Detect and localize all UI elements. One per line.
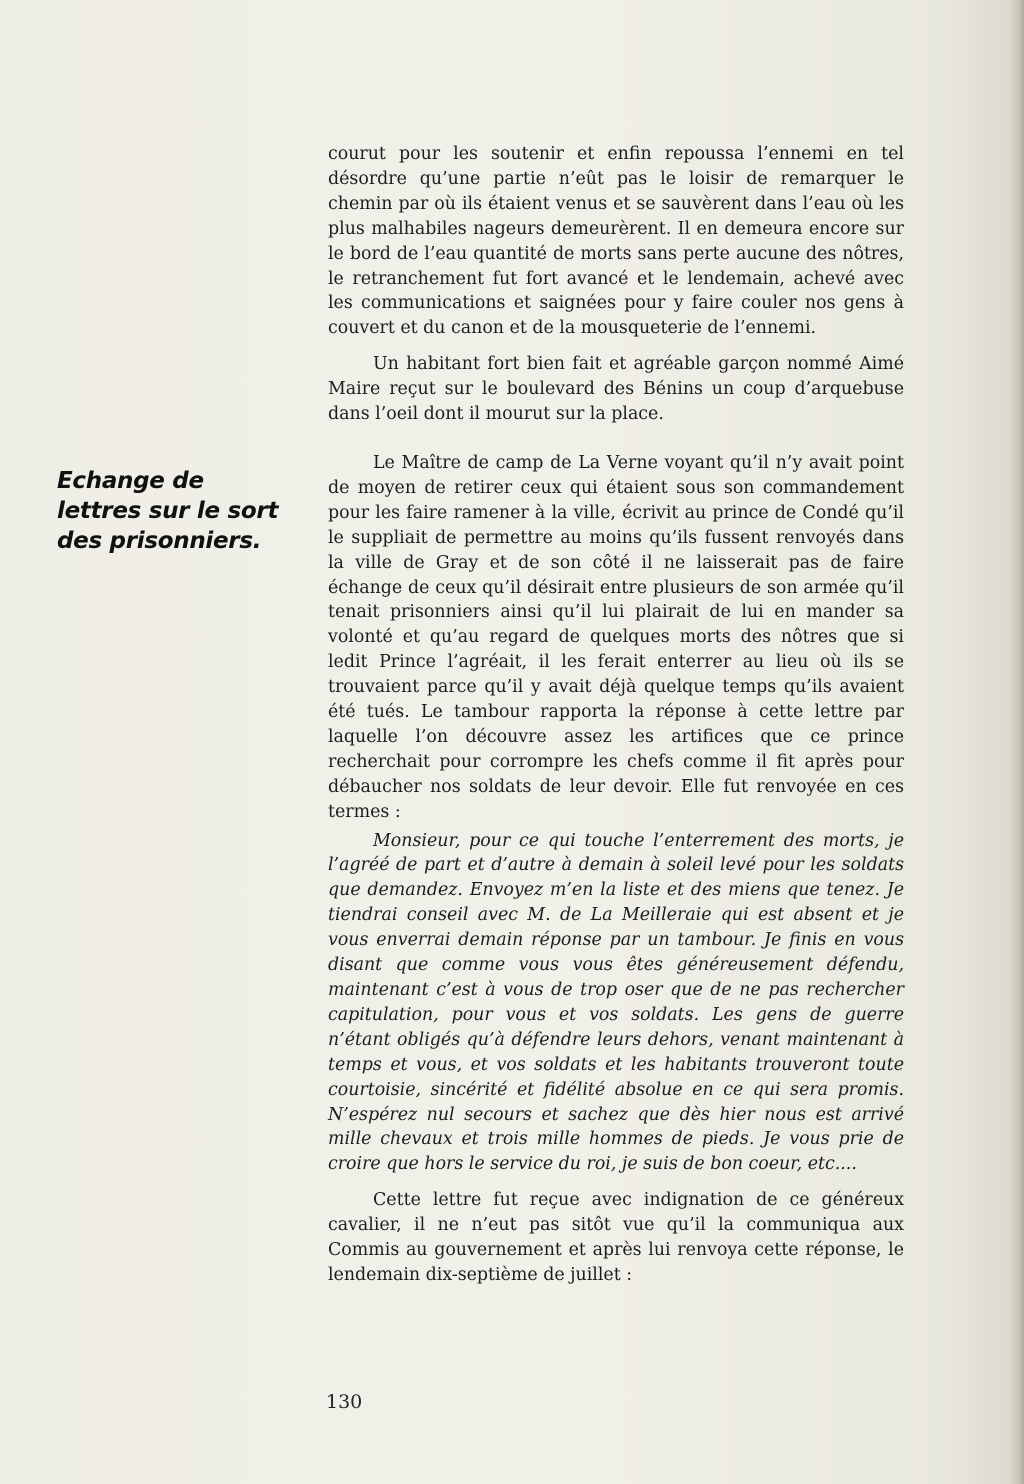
paragraph: Un habitant fort bien fait et agréable garçon nommé Aimé Maire reçut sur le boulevard des Bénins un coup d’arquebuse dans l’oeil dont il mourut sur la place. [328, 354, 904, 425]
page-number: 130 [326, 1391, 363, 1413]
sidebar-heading-line: lettres sur le sort [57, 498, 279, 524]
sidebar-heading-line: Echange de [57, 468, 204, 494]
sidebar-heading-line: des prisonniers. [57, 528, 262, 554]
paragraph: courut pour les soutenir et enfin repoussa l’ennemi en tel désordre qu’une partie n’eût pas le loisir de remarquer le chemin par où ils étaient venus et se sauvèrent dans l’eau où les plus malhabiles nageurs demeurèrent. Il en demeura encore sur le bord de l’eau quantité de morts sans perte aucune des nôtres, le retranchement fut fort avancé et le lendemain, achevé avec les communications et saignées pour y faire couler nos gens à couvert et du canon et de la mousqueterie de l’ennemi. [328, 144, 904, 339]
paragraph: Cette lettre fut reçue avec indignation de ce généreux cavalier, il ne n’eut pas sitôt vue qu’il la communiqua aux Commis au gouvernement et après lui renvoya cette réponse, le lendemain dix-septième de juillet : [328, 1190, 904, 1285]
sidebar-heading [57, 466, 297, 556]
main-text-column [328, 142, 904, 1288]
page-edge-shadow [1008, 0, 1024, 1484]
letter-quote: Monsieur, pour ce qui touche l’enterrement des morts, je l’agréé de part et d’autre à demain à soleil levé pour les soldats que demandez. Envoyez m’en la liste et des miens que tenez. Je tiendrai conseil avec M. de La Meilleraie qui est absent et je vous enverrai demain réponse par un tambour. Je finis en vous disant que comme vous vous êtes généreusement défendu, maintenant c’est à vous de trop oser que de ne pas rechercher capitulation, pour vous et vos soldats. Les gens de guerre n’étant obligés qu’à défendre leurs dehors, venant maintenant à temps et vous, et vos soldats et les habitants trouveront toute courtoisie, sincérité et fidélité absolue en ce qui sera promis. N’espérez nul secours et sachez que dès hier nous est arrivé mille chevaux et trois mille hommes de pieds. Je vous prie de croire que hors le service du roi, je suis de bon coeur, etc.... [328, 830, 904, 1175]
paragraph: Le Maître de camp de La Verne voyant qu’il n’y avait point de moyen de retirer ceux qui étaient sous son commandement pour les faire ramener à la ville, écrivit au prince de Condé qu’il le suppliait de permettre au moins qu’ils fussent renvoyés dans la ville de Gray et de son côté il ne laisserait pas de faire échange de ceux qu’il désirait entre plusieurs de son armée qu’il tenait prisonniers ainsi qu’il lui plairait de lui en mander sa volonté et qu’au regard de quelques morts des nôtres que si ledit Prince l’agréait, il les ferait enterrer au lieu où ils se trouvaient parce qu’il y avait déjà quelque temps qu’ils avaient été tués. Le tambour rapporta la réponse à cette lettre par laquelle l’on découvre assez les artifices que ce prince recherchait pour corrompre les chefs comme il fit après pour débaucher nos soldats de leur devoir. Elle fut renvoyée en ces termes : [328, 452, 904, 822]
